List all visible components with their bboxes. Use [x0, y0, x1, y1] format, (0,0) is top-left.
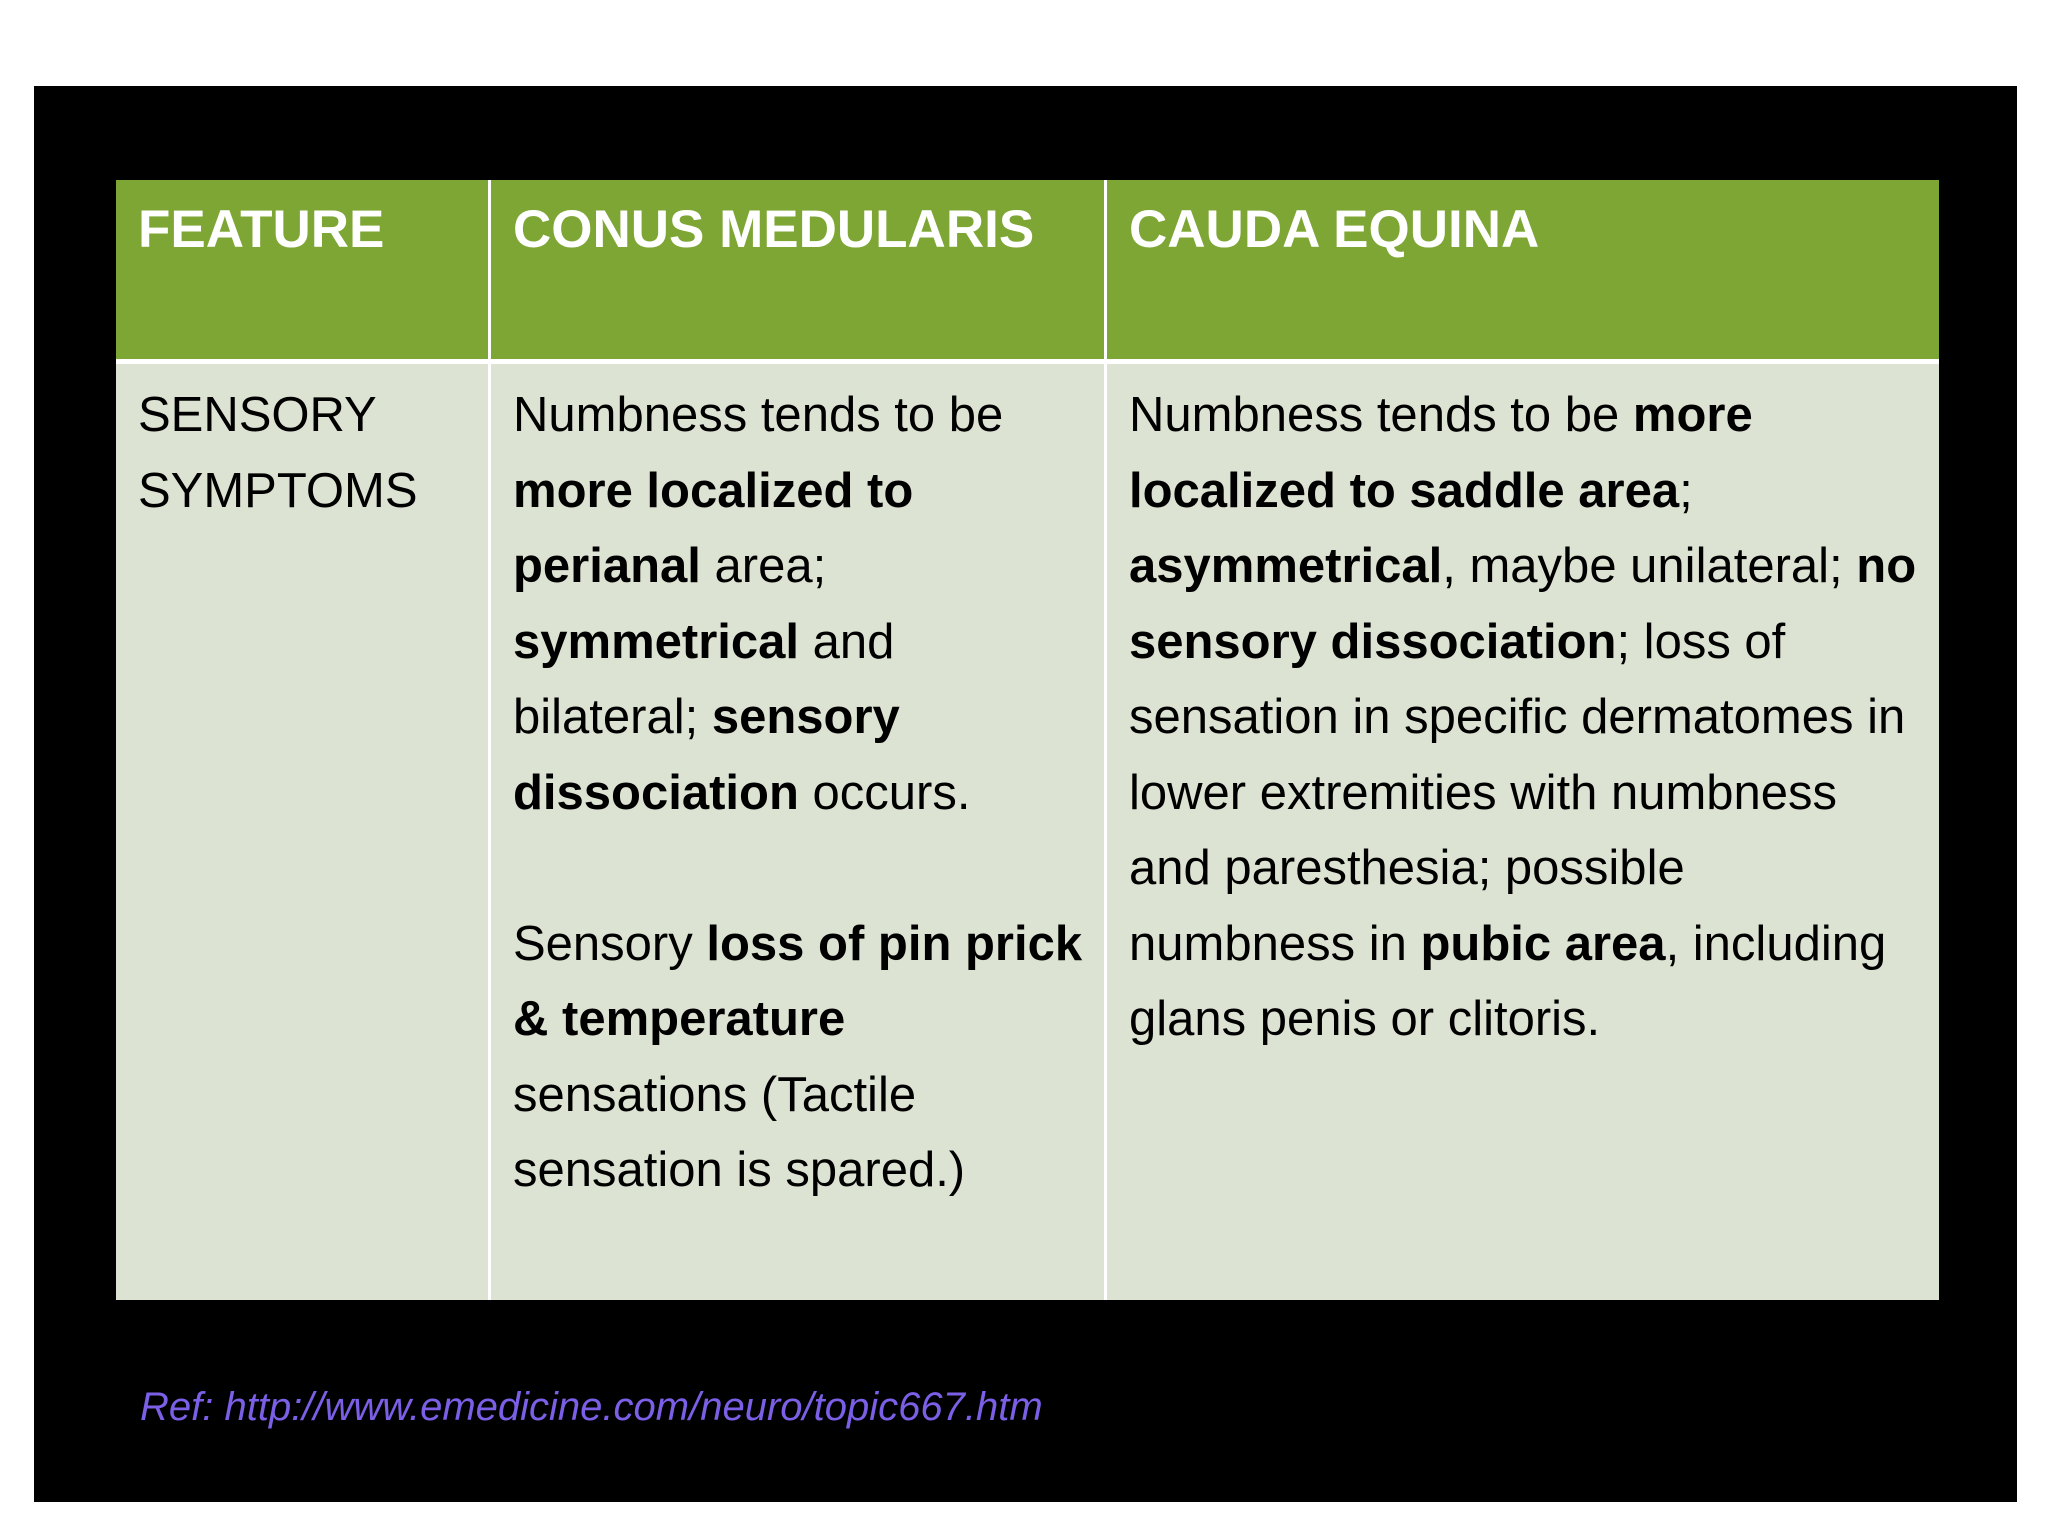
conus-p1-run: occurs. — [798, 765, 971, 820]
conus-p2-run: Sensory — [513, 916, 707, 971]
cauda-p1-run: , maybe unilateral; — [1442, 539, 1857, 593]
slide-background — [34, 86, 2017, 1502]
conus-p1-run: more localized to perianal — [513, 463, 927, 593]
conus-paragraph-2 — [513, 907, 1096, 1209]
cauda-p1-run: , including glans penis or clitoris. — [1129, 916, 1900, 1046]
cauda-cell — [1104, 364, 1939, 1300]
comparison-table — [116, 180, 1939, 1300]
paragraph-gap — [513, 831, 1084, 907]
conus-paragraph-1 — [513, 378, 1084, 831]
header-cauda-equina: CAUDA EQUINA — [1104, 180, 1939, 364]
header-conus-medullaris: CONUS MEDULARIS — [488, 180, 1104, 364]
cauda-p1-run: ; — [1679, 463, 1707, 518]
cauda-p1-run: no sensory dissociation — [1129, 539, 1930, 669]
reference-link[interactable]: Ref: http://www.emedicine.com/neuro/topic667.htm — [140, 1385, 1043, 1429]
cauda-p1-run: more localized to saddle area — [1129, 388, 1767, 518]
cauda-p1-run: ; loss of sensation in specific dermatomes in lower extremities with numbness and paresthesia; possible numbness in — [1129, 614, 1919, 971]
conus-cell — [488, 364, 1104, 1300]
conus-p1-run: and bilateral; — [513, 614, 909, 744]
feature-cell — [116, 364, 488, 1300]
cauda-p1-run: Numbness tends to be — [1129, 388, 1633, 442]
feature-label: SENSORY SYMPTOMS — [138, 388, 418, 518]
cauda-p1-run: asymmetrical — [1129, 539, 1443, 593]
conus-p1-run: symmetrical — [513, 614, 800, 669]
conus-p1-run: area; — [700, 539, 840, 593]
conus-p2-run: sensations (Tactile sensation is spared.) — [513, 992, 966, 1197]
conus-p1-run: Numbness tends to be — [513, 388, 1017, 442]
header-feature: FEATURE — [116, 180, 488, 364]
cauda-paragraph-1 — [1129, 378, 1930, 1058]
cauda-p1-run: pubic area — [1420, 916, 1666, 971]
conus-p2-run: loss of pin prick & temperature — [513, 916, 1096, 1046]
conus-p1-run: sensory dissociation — [513, 690, 914, 820]
